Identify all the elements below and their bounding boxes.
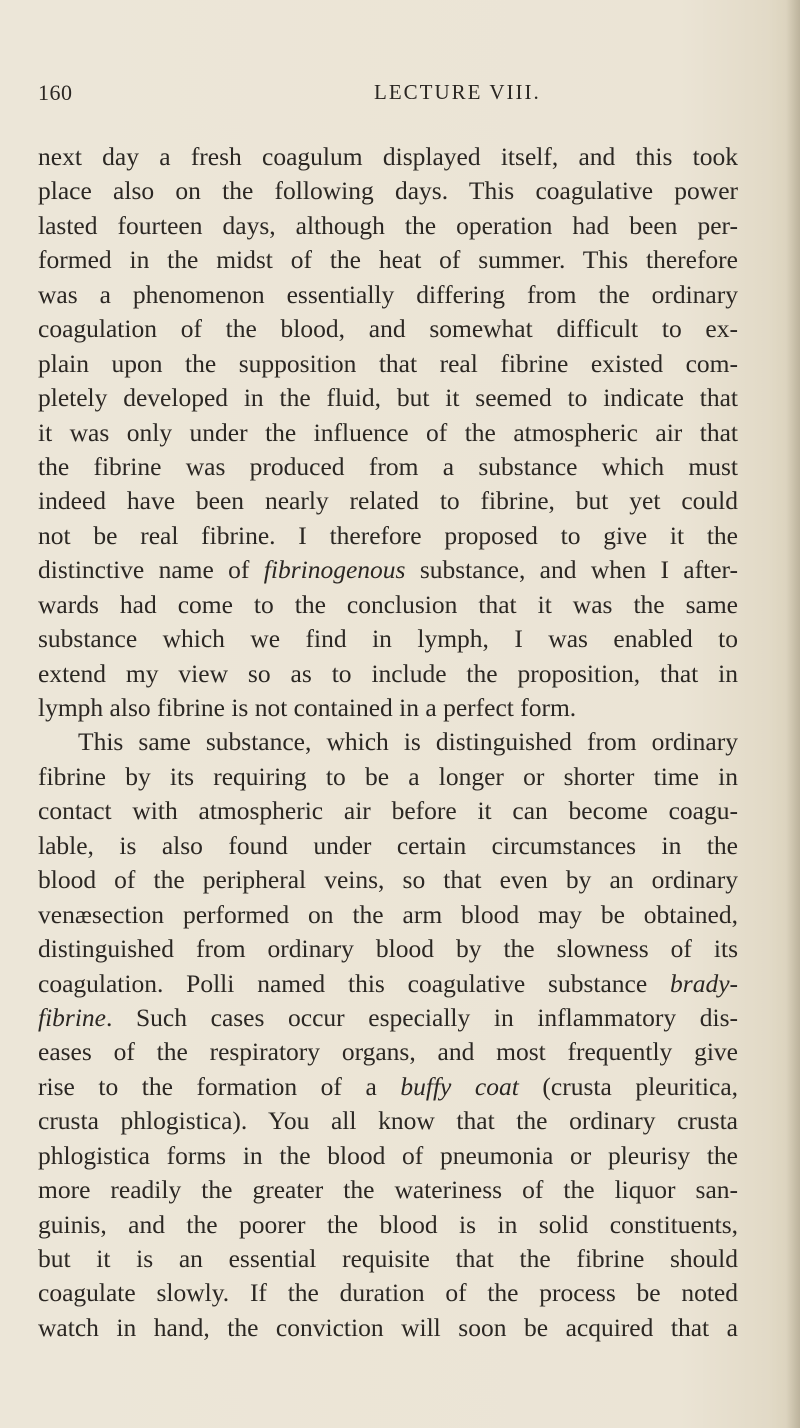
running-head: LECTURE VIII.	[374, 80, 541, 104]
text-line: extend my view so as to include the proposition, that in	[38, 658, 738, 688]
text-line: distinguished from ordinary blood by the slowness of its	[38, 934, 738, 964]
text-line	[38, 1001, 738, 1035]
text-line	[38, 1070, 738, 1104]
text-line: indeed have been nearly related to fibrine, but yet could	[38, 486, 738, 516]
text-run: rise to the formation of a	[38, 1071, 401, 1101]
text-line: formed in the midst of the heat of summer. This therefore	[38, 245, 738, 275]
italic-term: buffy coat	[400, 1071, 519, 1101]
text-line: not be real fibrine. I therefore proposed to give it the	[38, 520, 738, 550]
page-header	[38, 80, 738, 114]
text-line: coagulation of the blood, and somewhat difficult to ex-	[38, 314, 738, 344]
text-line: pletely developed in the fluid, but it seemed to indicate that	[38, 383, 738, 413]
text-line: but it is an essential requisite that the fibrine should	[38, 1244, 738, 1273]
text-run: substance, and when I after-	[405, 555, 738, 585]
text-line: more readily the greater the wateriness of the liquor san-	[38, 1175, 738, 1205]
text-line	[38, 967, 738, 1001]
text-line: coagulate slowly. If the duration of the process be noted	[38, 1278, 738, 1308]
text-line: fibrine by its requiring to be a longer or shorter time in	[38, 761, 738, 791]
text-line: plain upon the supposition that real fibrine existed com-	[38, 348, 738, 378]
text-line: substance which we find in lymph, I was enabled to	[38, 624, 738, 654]
text-line: phlogistica forms in the blood of pneumonia or pleurisy the	[38, 1140, 738, 1170]
italic-term: fibrine	[38, 1002, 106, 1032]
text-run: . Such cases occur especially in inflammatory dis-	[106, 1002, 738, 1032]
text-line: lasted fourteen days, although the operation had been per-	[38, 210, 738, 240]
text-line: wards had come to the conclusion that it was the same	[38, 589, 738, 619]
italic-term: brady-	[670, 968, 738, 998]
text-line: lymph also fibrine is not contained in a perfect form.	[38, 693, 577, 722]
text-run: distinctive name of	[38, 555, 264, 585]
text-line: crusta phlogistica). You all know that the ordinary crusta	[38, 1106, 738, 1136]
text-line: was a phenomenon essentially differing from the ordinary	[38, 279, 738, 309]
text-run: coagulation. Polli named this coagulative substance	[38, 968, 671, 998]
text-line: blood of the peripheral veins, so that even by an ordinary	[38, 865, 738, 895]
text-line: the fibrine was produced from a substance which must	[38, 451, 738, 481]
text-line: next day a fresh coagulum displayed itself, and this took	[38, 142, 738, 171]
italic-term: fibrinogenous	[263, 555, 406, 585]
text-run: (crusta pleuritica,	[518, 1071, 739, 1101]
text-line: This same substance, which is distinguished from ordinary	[78, 727, 738, 757]
page-number: 160	[38, 80, 73, 105]
text-line: lable, is also found under certain circumstances in the	[38, 830, 738, 860]
body-text	[38, 140, 738, 1345]
text-line	[38, 553, 738, 587]
page-edge-shadow	[786, 0, 800, 1428]
text-line: contact with atmospheric air before it can become coagu-	[38, 796, 738, 826]
text-line: venæsection performed on the arm blood may be obtained,	[38, 899, 738, 929]
text-line: place also on the following days. This coagulative power	[38, 176, 738, 206]
text-line: it was only under the influence of the atmospheric air that	[38, 417, 738, 447]
text-line: guinis, and the poorer the blood is in solid constituents,	[38, 1209, 738, 1239]
text-line: watch in hand, the conviction will soon be acquired that a	[38, 1312, 738, 1342]
text-line: eases of the respiratory organs, and most frequently give	[38, 1037, 738, 1067]
